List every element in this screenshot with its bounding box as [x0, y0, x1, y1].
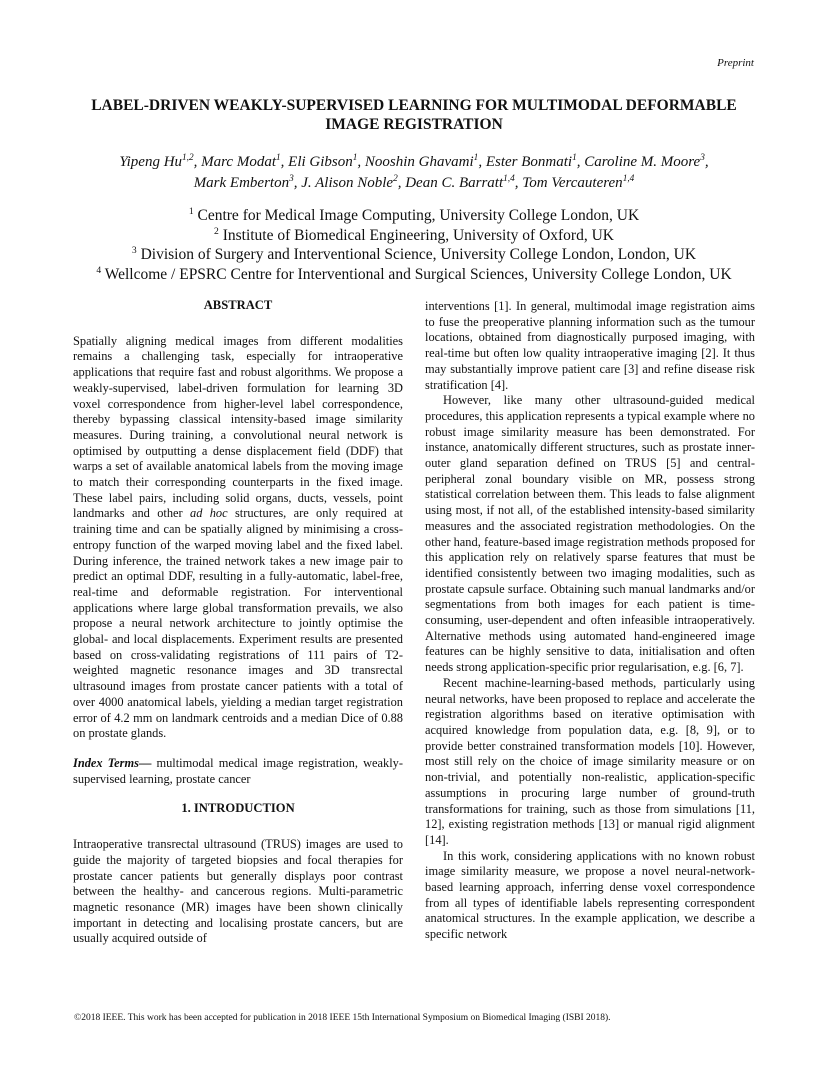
- copyright-footer: ©2018 IEEE. This work has been accepted for publication in 2018 IEEE 15th International Symposium on Biomedical Imaging (ISBI 2018).: [74, 1013, 611, 1023]
- index-terms-text: multimodal medical image registration, weakly-supervised learning, prostate cancer: [73, 755, 403, 786]
- author-sep: ,: [704, 154, 709, 170]
- left-column: [73, 298, 403, 947]
- author-name: Marc Modat: [201, 154, 277, 170]
- author-affil-sup: 1: [572, 153, 577, 163]
- preprint-label: Preprint: [717, 57, 754, 69]
- affiliation-number: 1: [188, 205, 194, 217]
- author-sep: ,: [193, 154, 202, 170]
- author-affil-sup: 1,4: [503, 174, 515, 184]
- right-column: [425, 299, 755, 943]
- author-affil-sup: 1,4: [622, 174, 635, 184]
- author-list: [50, 152, 778, 194]
- affiliation-number: 2: [214, 225, 219, 237]
- intro-paragraph-4: In this work, considering applications with no known robust image similarity measure, we propose a novel neural-network-based learning approach, inferring dense voxel correspondence from all types of identifiable labels representing correspondent anatomical structures. In the example application, we describe a specific network: [425, 848, 755, 942]
- paper-title: [60, 96, 768, 134]
- abstract-text-a: Spatially aligning medical images from different modalities remains a challenging task, especially for intraoperative applications that require fast and robust algorithms. We propose a weakly-supervised, label-driven formulation for learning 3D voxel correspondence from higher-level label correspondence, thereby bypassing classical intensity-based image similarity measures. During training, a convolutional neural network is optimised by outputting a dense displacement field (DDF) that warps a set of available anatomical labels from the moving image to match their corresponding counterparts in the fixed image. These label pairs, including solid organs, ducts, vessels, point landmarks and other: [73, 333, 403, 521]
- affiliation-text: Centre for Medical Image Computing, University College London, UK: [193, 207, 640, 224]
- author-line-1: [50, 152, 778, 173]
- author-affil-sup: 1: [276, 153, 281, 163]
- author-name: Eli Gibson: [288, 154, 353, 170]
- affiliation-text: Division of Surgery and Interventional Science, University College London, London, UK: [136, 246, 697, 263]
- introduction-heading: 1. INTRODUCTION: [181, 801, 295, 816]
- affiliation-list: [30, 206, 798, 284]
- author-sep: ,: [357, 154, 365, 170]
- affiliation-text: Wellcome / EPSRC Centre for Interventional and Surgical Sciences, University College London, UK: [101, 265, 732, 283]
- index-terms-label: Index Terms: [73, 755, 139, 770]
- title-line-2: IMAGE REGISTRATION: [325, 116, 503, 133]
- abstract-italic-term: ad hoc: [190, 506, 228, 521]
- index-terms-dash: —: [138, 755, 157, 770]
- intro-paragraph-3: Recent machine-learning-based methods, particularly using neural networks, have been proposed to replace and accelerate the registration algorithms based on iterative optimisation with acquired knowledge from population data, e.g. [8, 9], or to provide better constrained transformation models [10]. However, most still rely on the choice of image similarity measure or on non-trivial, and potentially non-realistic, application-specific assumptions in procuring large number of ground-truth transformations for training, such as those from simulations [11, 12], existing registration methods [13] or manual rigid alignment [14].: [425, 675, 755, 847]
- author-line-2: [50, 173, 778, 194]
- author-affil-sup: 1: [352, 153, 358, 163]
- author-affil-sup: 3: [289, 174, 294, 184]
- affiliation-item: [30, 226, 798, 246]
- author-name: Ester Bonmati: [485, 154, 573, 170]
- author-affil-sup: 1: [473, 153, 479, 163]
- author-sep: ,: [478, 154, 486, 170]
- intro-paragraph-1-cont: interventions [1]. In general, multimodal image registration aims to fuse the preoperative planning information such as the tumour locations, obtained from diagnostically purposed imaging, with real-time but often low quality intraoperative imaging [2]. It thus may substantially improve patient care [3] and refine disease risk stratification [4].: [425, 299, 755, 392]
- affiliation-item: [30, 265, 798, 285]
- affiliation-number: 3: [131, 244, 137, 256]
- author-sep: ,: [576, 154, 585, 170]
- index-terms: [73, 756, 403, 787]
- author-name: Dean C. Barratt: [405, 175, 504, 191]
- author-sep: ,: [514, 175, 523, 191]
- author-name: Nooshin Ghavami: [364, 154, 474, 170]
- author-affil-sup: 1,2: [182, 153, 194, 163]
- author-name: Mark Emberton: [193, 175, 290, 191]
- author-name: J. Alison Noble: [301, 175, 394, 191]
- intro-paragraph-2: However, like many other ultrasound-guided medical procedures, this application represents a typical example where no robust image similarity measure has been demonstrated. For instance, anatomically different structures, such as prostate inner-outer gland separation defined on TRUS [5] and central-peripheral zonal boundary visible on MR, possess strong statistical correlation between them. This leads to false alignment using most, if not all, of the established intensity-based similarity measures and the associated registration methodologies. On the other hand, feature-based image registration methods proposed for this application rely on relatively sparse features that must be identified consistently between two imaging modalities, such as prostate capsule surface. Obtaining such manual landmarks and/or segmentations from both images for each patient is time-consuming, user-dependent and often infeasible intraoperatively. Alternative methods using automated hand-engineered image features can be highly sensitive to data, initialisation and often needs strong application-specific prior regularisation, e.g. [6, 7].: [425, 393, 755, 675]
- author-name: Yipeng Hu: [119, 154, 183, 170]
- abstract-text-b: structures, are only required at training time and can be spatially aligned by minimising a cross-entropy function of the warped moving label and the fixed label. During inference, the trained network takes a new image pair to predict an optimal DDF, resulting in a fully-automatic, label-free, real-time and deformable registration. For interventional applications where large global transformation prevails, we also propose a neural network architecture to jointly optimise the global- and local displacements. Experiment results are presented based on cross-validating registrations of 111 pairs of T2-weighted magnetic resonance images and 3D transrectal ultrasound images from prostate cancer patients with a total of over 4000 anatomical labels, yielding a median target registration error of 4.2 mm on landmark centroids and a median Dice of 0.88 on prostate glands.: [73, 506, 403, 741]
- affiliation-item: [30, 245, 798, 265]
- affiliation-number: 4: [96, 264, 102, 276]
- intro-paragraph-1: Intraoperative transrectal ultrasound (TRUS) images are used to guide the majority of targeted biopsies and focal therapies for prostate cancer patients but generally displays poor contrast between the healthy- and cancerous regions. Multi-parametric magnetic resonance (MR) images have been shown clinically important in detecting and localising prostate cancers, but are usually acquired outside of: [73, 837, 403, 946]
- author-name: Tom Vercauteren: [522, 175, 623, 191]
- author-affil-sup: 3: [700, 153, 705, 163]
- author-affil-sup: 2: [393, 174, 398, 184]
- author-sep: ,: [293, 175, 302, 191]
- affiliation-item: [30, 206, 798, 226]
- affiliation-text: Institute of Biomedical Engineering, University of Oxford, UK: [218, 226, 614, 244]
- title-line-1: LABEL-DRIVEN WEAKLY-SUPERVISED LEARNING FOR MULTIMODAL DEFORMABLE: [91, 97, 737, 114]
- author-sep: ,: [397, 175, 406, 191]
- abstract-body: [73, 334, 403, 742]
- author-name: Caroline M. Moore: [584, 154, 701, 170]
- abstract-heading: ABSTRACT: [203, 298, 273, 312]
- author-sep: ,: [280, 154, 289, 170]
